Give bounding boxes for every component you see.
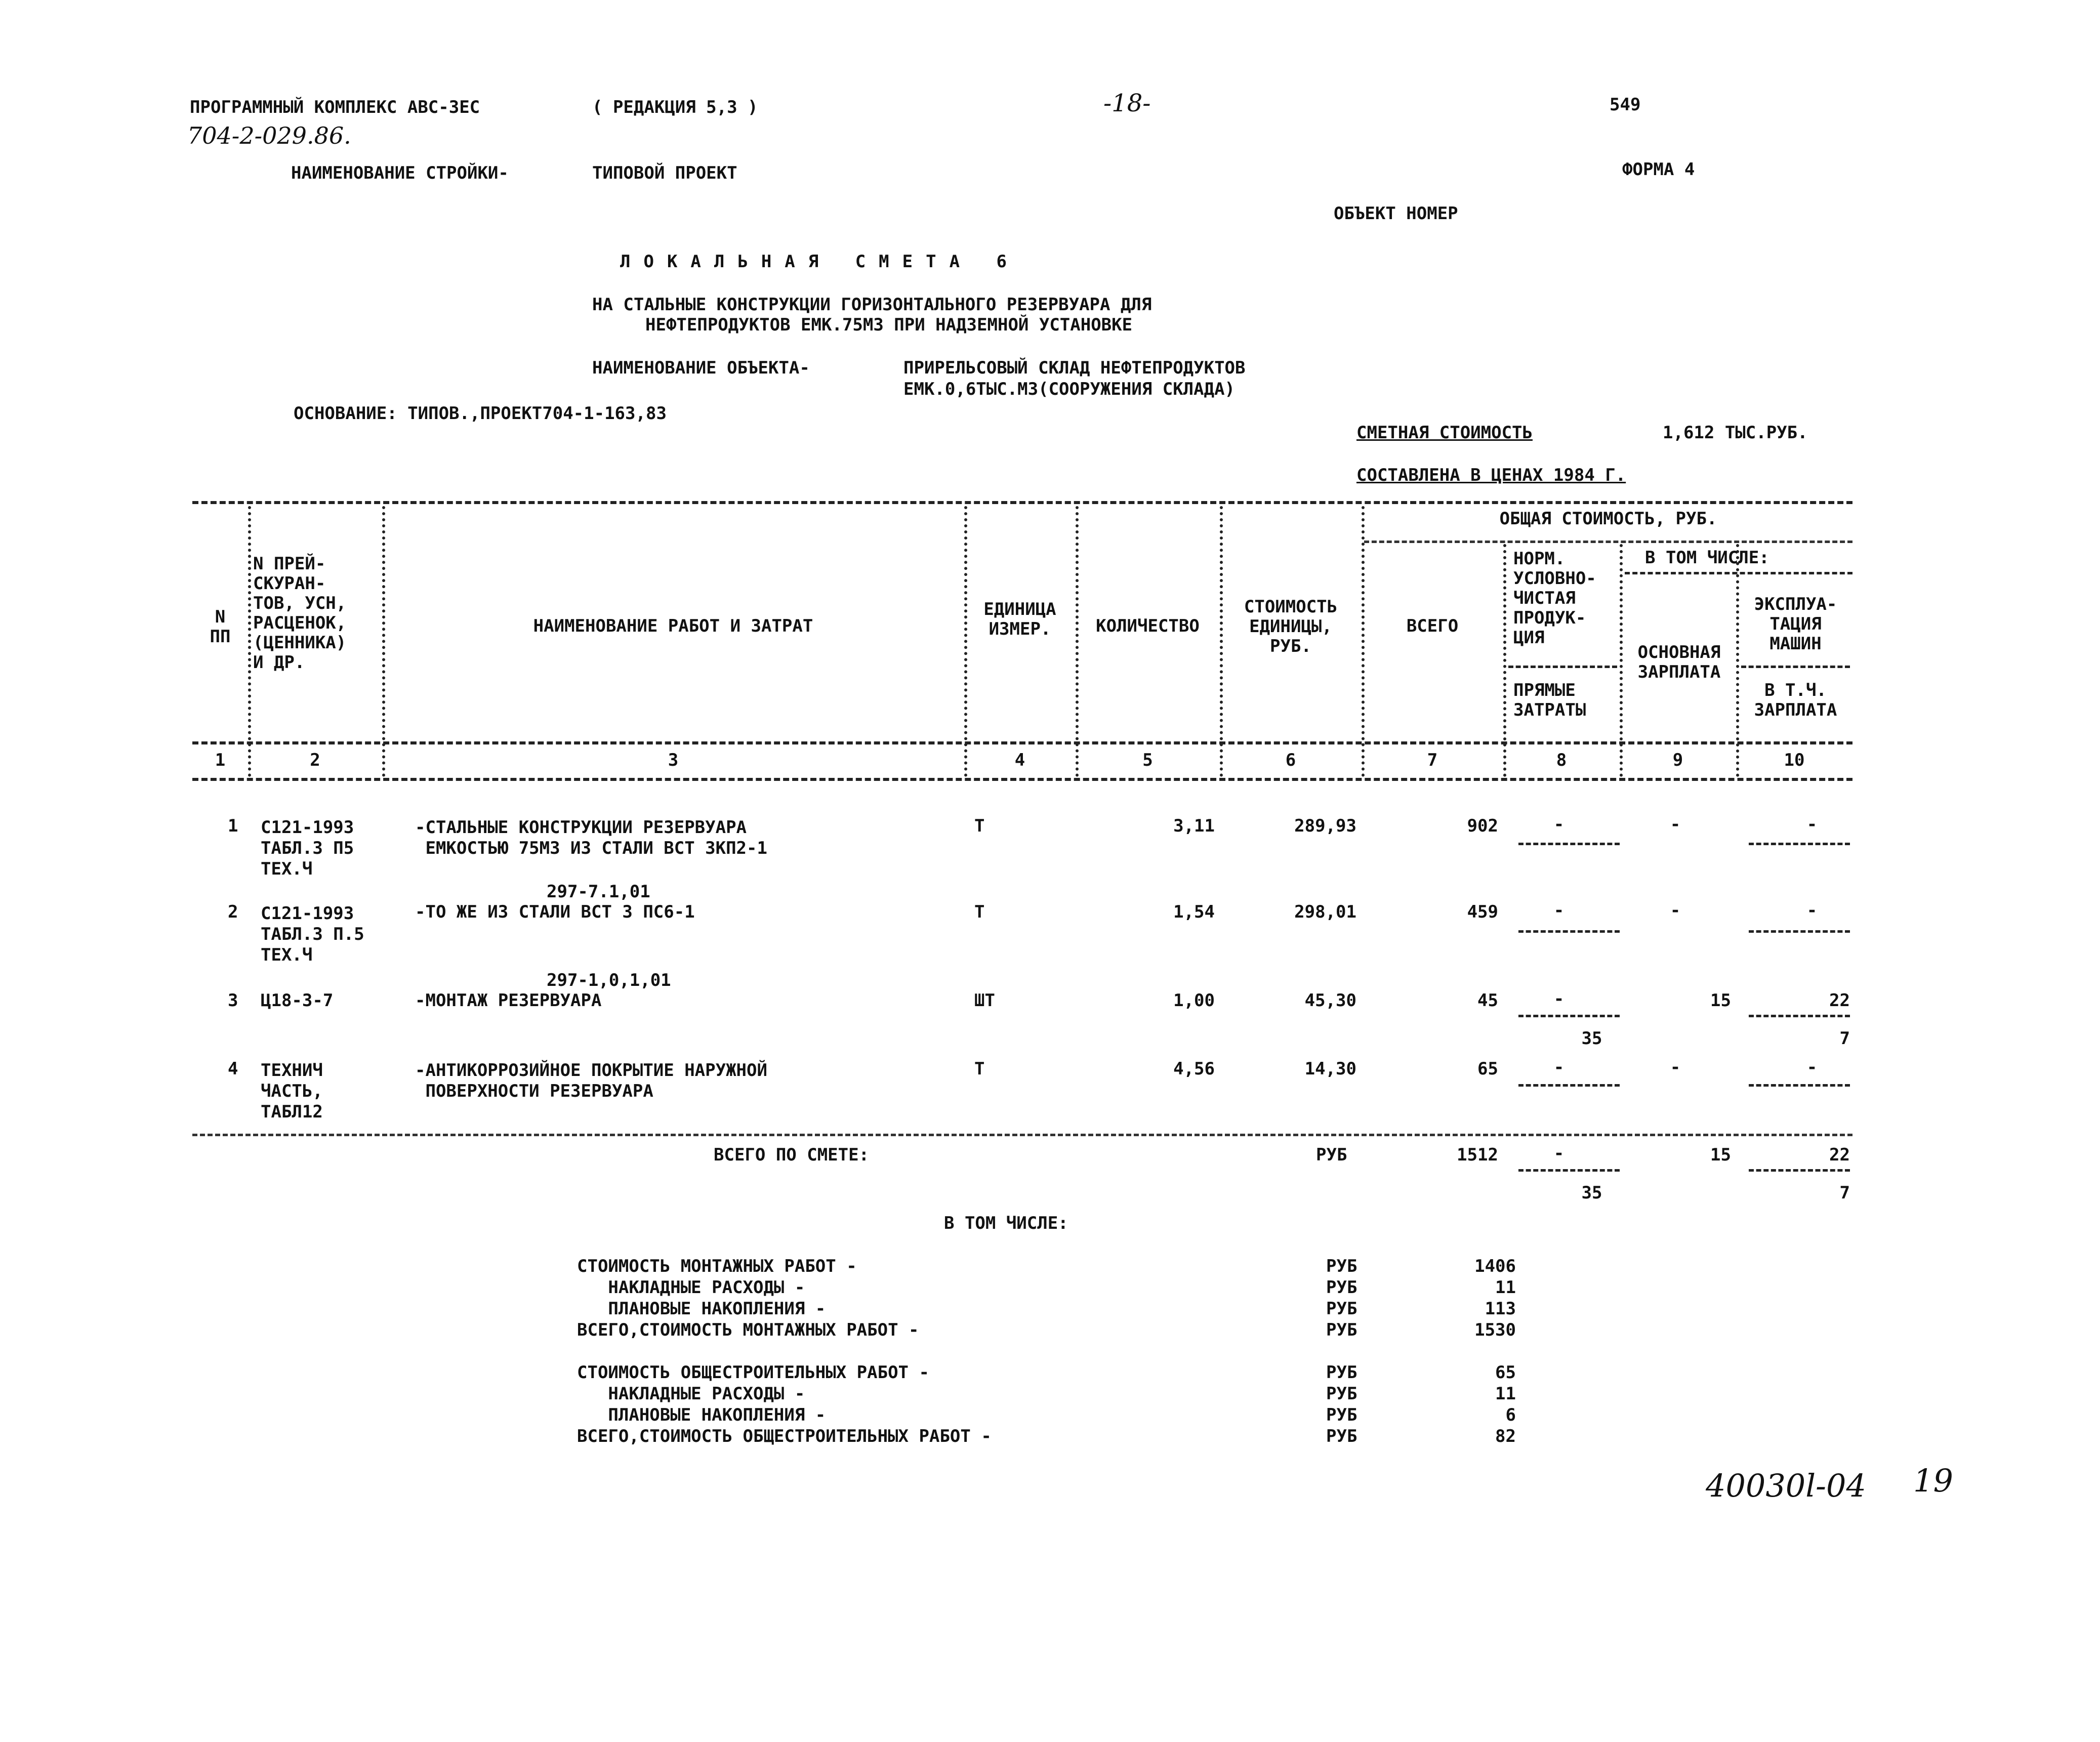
summary-label: НАКЛАДНЫЕ РАСХОДЫ - — [577, 1384, 805, 1404]
header-machine-operation: ЭКСПЛУА- ТАЦИЯ МАШИН — [1754, 594, 1837, 654]
handwritten-number: 40030l-04 — [1706, 1467, 1866, 1504]
summary-unit: РУБ — [1326, 1405, 1357, 1425]
row-subrule — [1518, 1084, 1620, 1087]
row-salary: - — [1670, 1057, 1681, 1077]
summary-label: ПЛАНОВЫЕ НАКОПЛЕНИЯ - — [577, 1405, 826, 1425]
basis: ОСНОВАНИЕ: ТИПОВ.,ПРОЕКТ704-1-163,83 — [294, 403, 667, 424]
summary-value: 82 — [1495, 1426, 1516, 1446]
total-label: ВСЕГО ПО СМЕТЕ: — [714, 1145, 870, 1165]
row-unit: Т — [974, 1059, 985, 1079]
header-total: ВСЕГО — [1406, 616, 1459, 636]
col-number: 1 — [215, 750, 226, 770]
object-number: ОБЪЕКТ НОМЕР — [1334, 203, 1458, 224]
summary-label: ПЛАНОВЫЕ НАКОПЛЕНИЯ - — [577, 1299, 826, 1319]
page-footer-number: 19 — [1913, 1462, 1953, 1499]
estimate-subject-line1: НА СТАЛЬНЫЕ КОНСТРУКЦИИ ГОРИЗОНТАЛЬНОГО РЕЗЕРВУАРА ДЛЯ — [592, 295, 1152, 315]
header-norm-production: НОРМ. УСЛОВНО- ЧИСТАЯ ПРОДУК- ЦИЯ — [1513, 549, 1596, 648]
row-total: 65 — [1477, 1059, 1498, 1079]
col-sep-9 — [1736, 544, 1739, 777]
row-subrule — [1749, 1015, 1850, 1017]
row-work-name: -ТО ЖЕ ИЗ СТАЛИ ВСТ 3 ПС6-1 — [415, 902, 695, 922]
col-number: 4 — [1014, 750, 1025, 770]
table-colnum-rule — [192, 778, 1852, 781]
row-number: 1 — [228, 816, 238, 836]
row-total: 45 — [1477, 990, 1498, 1011]
summary-label: СТОИМОСТЬ ОБЩЕСТРОИТЕЛЬНЫХ РАБОТ - — [577, 1362, 929, 1383]
col-number: 7 — [1427, 750, 1438, 770]
total-direct-costs: 35 — [1581, 1183, 1602, 1203]
construction-label: НАИМЕНОВАНИЕ СТРОЙКИ- — [291, 163, 509, 183]
row-qty: 1,00 — [1173, 990, 1215, 1011]
row-work-name: -СТАЛЬНЫЕ КОНСТРУКЦИИ РЕЗЕРВУАРА ЕМКОСТЬЮ 75МЗ ИЗ СТАЛИ ВСТ 3КП2-1 — [415, 817, 767, 858]
estimate-cost-label: СМЕТНАЯ СТОИМОСТЬ — [1356, 423, 1533, 443]
row-unit-price: 289,93 — [1294, 816, 1356, 836]
row-pre-code: 297-7.1,01 — [547, 882, 650, 902]
edition: ( РЕДАКЦИЯ 5,3 ) — [592, 97, 758, 117]
summary-label: СТОИМОСТЬ МОНТАЖНЫХ РАБОТ - — [577, 1256, 857, 1276]
total-subrule — [1749, 1169, 1850, 1172]
row-total: 902 — [1467, 816, 1498, 836]
row-number: 2 — [228, 902, 238, 922]
summary-heading: В ТОМ ЧИСЛЕ: — [944, 1213, 1068, 1233]
estimate-subject-line2: НЕФТЕПРОДУКТОВ ЕМК.75МЗ ПРИ НАДЗЕМНОЙ УСТАНОВКЕ — [645, 315, 1133, 335]
row-qty: 3,11 — [1173, 816, 1215, 836]
row-salary: 15 — [1710, 990, 1731, 1011]
summary-label: НАКЛАДНЫЕ РАСХОДЫ - — [577, 1277, 805, 1298]
summary-value: 11 — [1495, 1277, 1516, 1298]
estimate-title: ЛОКАЛЬНАЯ СМЕТА 6 — [620, 252, 1020, 272]
header-machine-subrule — [1741, 666, 1850, 668]
row-work-name: -МОНТАЖ РЕЗЕРВУАРА — [415, 990, 602, 1011]
row-machines: 22 — [1829, 990, 1850, 1011]
row-total: 459 — [1467, 902, 1498, 922]
summary-value: 1530 — [1474, 1320, 1516, 1340]
col-sep-6 — [1362, 506, 1365, 777]
total-machines: 22 — [1829, 1145, 1850, 1165]
summary-value: 6 — [1505, 1405, 1516, 1425]
row-code: С121-1993 ТАБЛ.3 П5 ТЕХ.Ч — [261, 817, 354, 879]
header-unit: ЕДИНИЦА ИЗМЕР. — [983, 599, 1056, 640]
col-number: 6 — [1285, 750, 1296, 770]
sheet-code: 549 — [1610, 95, 1641, 115]
row-unit-price: 298,01 — [1294, 902, 1356, 922]
row-norm: - — [1553, 900, 1564, 921]
row-machines: - — [1806, 900, 1818, 921]
row-subrule — [1518, 930, 1620, 933]
object-value-line1: ПРИРЕЛЬСОВЫЙ СКЛАД НЕФТЕПРОДУКТОВ — [903, 358, 1246, 378]
row-norm: - — [1553, 1057, 1564, 1077]
col-number: 9 — [1672, 750, 1683, 770]
table-header-rule — [192, 741, 1852, 744]
row-machines: - — [1806, 814, 1818, 835]
row-subrule — [1749, 843, 1850, 845]
row-subrule — [1749, 1084, 1850, 1087]
table-total-rule — [192, 1134, 1852, 1136]
row-machine-salary: 7 — [1839, 1028, 1850, 1049]
col-number: 10 — [1784, 750, 1805, 770]
summary-value: 1406 — [1474, 1256, 1516, 1276]
row-unit-price: 45,30 — [1304, 990, 1356, 1011]
header-npp: N ПП — [210, 607, 231, 647]
col-sep-7 — [1503, 544, 1506, 777]
header-norm-subrule — [1508, 666, 1617, 668]
col-number: 8 — [1556, 750, 1567, 770]
total-subrule — [1518, 1169, 1620, 1172]
row-qty: 4,56 — [1173, 1059, 1215, 1079]
row-norm: - — [1553, 989, 1564, 1009]
summary-value: 11 — [1495, 1384, 1516, 1404]
row-subrule — [1518, 1015, 1620, 1017]
page-number: -18- — [1103, 89, 1151, 117]
summary-unit: РУБ — [1326, 1384, 1357, 1404]
object-value-line2: ЕМК.0,6ТЫС.МЗ(СООРУЖЕНИЯ СКЛАДА) — [903, 379, 1236, 399]
header-including-rule — [1625, 572, 1852, 574]
total-unit: РУБ — [1316, 1145, 1347, 1165]
summary-unit: РУБ — [1326, 1256, 1357, 1276]
row-number: 4 — [228, 1059, 238, 1079]
col-sep-1 — [248, 506, 251, 777]
header-qty: КОЛИЧЕСТВО — [1096, 616, 1200, 636]
col-sep-2 — [382, 506, 385, 777]
object-label: НАИМЕНОВАНИЕ ОБЪЕКТА- — [592, 358, 810, 378]
summary-unit: РУБ — [1326, 1362, 1357, 1383]
row-norm: - — [1553, 814, 1564, 835]
col-sep-3 — [964, 506, 967, 777]
estimate-cost-value: 1,612 ТЫС.РУБ. — [1663, 423, 1808, 443]
row-number: 3 — [228, 990, 238, 1011]
header-including: В ТОМ ЧИСЛЕ: — [1645, 548, 1769, 568]
summary-label: ВСЕГО,СТОИМОСТЬ ОБЩЕСТРОИТЕЛЬНЫХ РАБОТ - — [577, 1426, 992, 1446]
row-code: С121-1993 ТАБЛ.3 П.5 ТЕХ.Ч — [261, 903, 364, 965]
col-number: 5 — [1142, 750, 1153, 770]
row-code: ТЕХНИЧ ЧАСТЬ, ТАБЛ12 — [261, 1060, 323, 1122]
summary-unit: РУБ — [1326, 1320, 1357, 1340]
row-subrule — [1749, 930, 1850, 933]
form-label: ФОРМА 4 — [1622, 159, 1695, 180]
col-number: 3 — [668, 750, 679, 770]
construction-value: ТИПОВОЙ ПРОЕКТ — [592, 163, 737, 183]
header-direct-costs: ПРЯМЫЕ ЗАТРАТЫ — [1513, 680, 1586, 721]
program-name: ПРОГРАММНЫЙ КОМПЛЕКС АВС-ЗЕС — [190, 97, 480, 117]
col-sep-4 — [1076, 506, 1079, 777]
header-total-group: ОБЩАЯ СТОИМОСТЬ, РУБ. — [1499, 509, 1717, 529]
table-top-rule — [192, 501, 1852, 504]
row-pre-code: 297-1,0,1,01 — [547, 970, 671, 990]
total-salary: 15 — [1710, 1145, 1731, 1165]
row-unit: ШТ — [974, 990, 995, 1011]
header-machine-salary: В Т.Ч. ЗАРПЛАТА — [1754, 680, 1837, 721]
row-salary: - — [1670, 814, 1681, 835]
header-work-name: НАИМЕНОВАНИЕ РАБОТ И ЗАТРАТ — [533, 616, 813, 636]
summary-value: 113 — [1485, 1299, 1516, 1319]
summary-unit: РУБ — [1326, 1299, 1357, 1319]
header-unit-price: СТОИМОСТЬ ЕДИНИЦЫ, РУБ. — [1244, 597, 1338, 657]
row-machines: - — [1806, 1057, 1818, 1077]
summary-unit: РУБ — [1326, 1277, 1357, 1298]
handwritten-code: 704-2-029.86. — [187, 122, 351, 149]
row-code: Ц18-3-7 — [261, 990, 334, 1011]
row-subrule — [1518, 843, 1620, 845]
col-number: 2 — [310, 750, 320, 770]
summary-unit: РУБ — [1326, 1426, 1357, 1446]
row-work-name: -АНТИКОРРОЗИЙНОЕ ПОКРЫТИЕ НАРУЖНОЙ ПОВЕРХНОСТИ РЕЗЕРВУАРА — [415, 1060, 767, 1101]
summary-value: 65 — [1495, 1362, 1516, 1383]
header-code: N ПРЕЙ- СКУРАН- ТОВ, УСН, РАСЦЕНОК, (ЦЕННИКА) И ДР. — [253, 554, 347, 673]
summary-label: ВСЕГО,СТОИМОСТЬ МОНТАЖНЫХ РАБОТ - — [577, 1320, 919, 1340]
prices-note: СОСТАВЛЕНА В ЦЕНАХ 1984 Г. — [1356, 465, 1626, 485]
row-qty: 1,54 — [1173, 902, 1215, 922]
total-machine-salary: 7 — [1839, 1183, 1850, 1203]
row-unit: Т — [974, 902, 985, 922]
row-unit: Т — [974, 816, 985, 836]
total-value: 1512 — [1457, 1145, 1498, 1165]
row-salary: - — [1670, 900, 1681, 921]
row-direct-costs: 35 — [1581, 1028, 1602, 1049]
total-norm: - — [1553, 1143, 1564, 1164]
header-base-salary: ОСНОВНАЯ ЗАРПЛАТА — [1637, 642, 1721, 683]
group-header-rule — [1364, 541, 1852, 543]
row-unit-price: 14,30 — [1304, 1059, 1356, 1079]
